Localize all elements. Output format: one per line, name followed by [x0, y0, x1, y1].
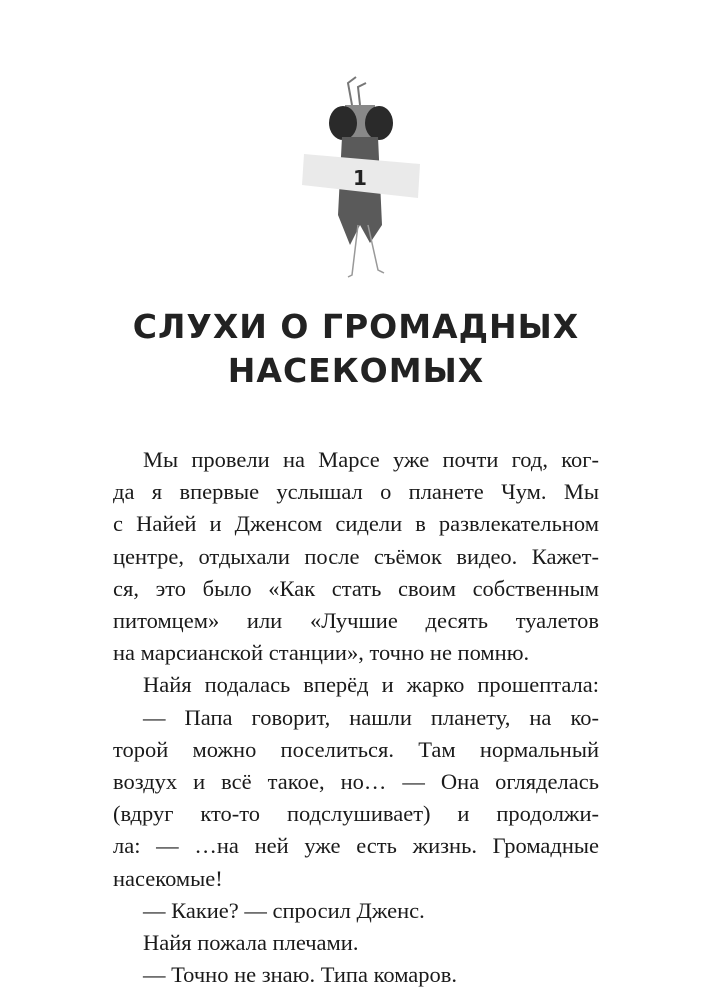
- text-line: (вдруг кто-то подслушивает) и продолжи-: [113, 801, 599, 827]
- text-line: Найя пожала плечами.: [143, 930, 359, 956]
- text-line: — Точно не знаю. Типа комаров.: [143, 962, 458, 988]
- text-line: воздух и всё такое, но… — Она огляделась: [113, 769, 599, 795]
- text-line: с Найей и Дженсом сидели в развлекательном: [113, 511, 599, 537]
- chapter-title-line: СЛУХИ О ГРОМАДНЫХ: [132, 307, 580, 346]
- chapter-number: 1: [353, 166, 367, 190]
- chapter-illustration-insect: [290, 75, 430, 285]
- chapter-title: [0, 305, 712, 393]
- text-line: — Папа говорит, нашли планету, на ко-: [143, 704, 599, 730]
- text-line: центре, отдыхали после съёмок видео. Кажет-: [113, 543, 599, 569]
- chapter-body-text: [113, 444, 599, 991]
- insect-icon: [290, 75, 430, 285]
- text-line: ся, это было «Как стать своим собственным: [113, 575, 599, 601]
- text-line: насекомые!: [113, 865, 223, 891]
- text-line: да я впервые услышал о планете Чум. Мы: [113, 479, 599, 505]
- text-line: Мы провели на Марсе уже почти год, ког-: [143, 447, 599, 472]
- text-line: торой можно поселиться. Там нормальный: [113, 736, 599, 762]
- text-line: на марсианской станции», точно не помню.: [113, 640, 530, 666]
- text-line: ла: — …на ней уже есть жизнь. Громадные: [113, 833, 599, 859]
- text-line: Найя подалась вперёд и жарко прошептала:: [143, 672, 599, 698]
- text-line: питомцем» или «Лучшие десять туалетов: [113, 608, 599, 634]
- chapter-title-line: НАСЕКОМЫХ: [227, 351, 485, 390]
- text-line: — Какие? — спросил Дженс.: [143, 897, 425, 923]
